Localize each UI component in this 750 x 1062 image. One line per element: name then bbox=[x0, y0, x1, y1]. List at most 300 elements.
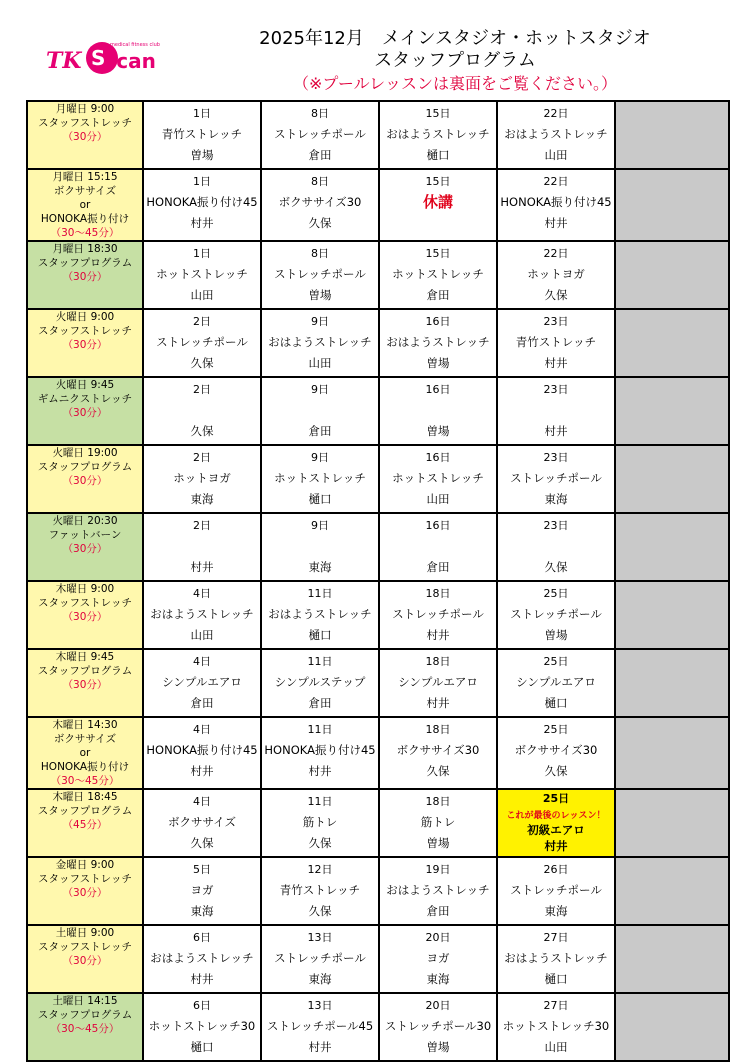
empty-gray-cell bbox=[615, 101, 729, 169]
lesson-program: ストレッチポール bbox=[510, 470, 602, 485]
schedule-row bbox=[27, 445, 729, 513]
lesson-instructor: 曽場 bbox=[190, 148, 214, 163]
lesson-date: 18日 bbox=[425, 654, 451, 668]
lesson-date: 11日 bbox=[307, 794, 333, 808]
lesson-date: 22日 bbox=[543, 246, 569, 260]
lesson-instructor: 曽場 bbox=[426, 356, 450, 371]
day-label-cell bbox=[27, 241, 143, 309]
lesson-instructor: 曽場 bbox=[426, 1040, 450, 1055]
lesson-cell bbox=[143, 649, 261, 717]
lesson-date: 1日 bbox=[193, 106, 211, 120]
lesson-instructor: 東海 bbox=[544, 492, 568, 507]
lesson-cell bbox=[261, 377, 379, 445]
lesson-program: 筋トレ bbox=[420, 814, 456, 829]
duration-label: （30分） bbox=[62, 955, 108, 967]
lesson-note: これが最後のレッスン！ bbox=[506, 810, 606, 821]
duration-label: （30～45分） bbox=[50, 1023, 120, 1035]
lesson-program: おはようストレッチ bbox=[150, 950, 254, 965]
lesson-instructor: 曽場 bbox=[426, 424, 450, 439]
lesson-date: 8日 bbox=[311, 106, 329, 120]
empty-gray-cell bbox=[615, 717, 729, 789]
lesson-date: 18日 bbox=[425, 794, 451, 808]
lesson-program: ストレッチポール30 bbox=[384, 1018, 492, 1033]
lesson-program: 筋トレ bbox=[302, 814, 338, 829]
page-title: 2025年12月 メインスタジオ・ホットスタジオ bbox=[259, 28, 651, 49]
lesson-instructor: 樋口 bbox=[308, 492, 332, 507]
lesson-date: 20日 bbox=[425, 998, 451, 1012]
day-label-cell bbox=[27, 445, 143, 513]
lesson-date: 27日 bbox=[543, 998, 569, 1012]
lesson-date: 6日 bbox=[193, 930, 211, 944]
day-label-cell bbox=[27, 993, 143, 1061]
lesson-program bbox=[380, 535, 496, 556]
lesson-date: 23日 bbox=[543, 314, 569, 328]
duration-label: （45分） bbox=[62, 819, 108, 831]
lesson-date: 19日 bbox=[425, 862, 451, 876]
lesson-instructor: 村井 bbox=[544, 839, 568, 853]
lesson-instructor: 倉田 bbox=[308, 424, 332, 439]
duration-label: （30分） bbox=[62, 475, 108, 487]
schedule-row bbox=[27, 241, 729, 309]
lesson-program bbox=[262, 535, 378, 556]
lesson-date: 16日 bbox=[425, 382, 451, 396]
lesson-cell bbox=[497, 241, 615, 309]
lesson-date: 20日 bbox=[425, 930, 451, 944]
lesson-cell bbox=[261, 169, 379, 241]
empty-gray-cell bbox=[615, 925, 729, 993]
lesson-instructor: 倉田 bbox=[426, 904, 450, 919]
lesson-program: シンプルエアロ bbox=[162, 674, 242, 689]
lesson-date: 18日 bbox=[425, 722, 451, 736]
lesson-program: シンプルステップ bbox=[274, 674, 366, 689]
lesson-date: 4日 bbox=[193, 654, 211, 668]
duration-label: （30分） bbox=[62, 543, 108, 555]
svg-text:TK: TK bbox=[46, 48, 82, 74]
lesson-cell bbox=[379, 717, 497, 789]
day-label-line: 火曜日 19:00 bbox=[52, 447, 118, 459]
lesson-instructor: 村井 bbox=[544, 356, 568, 371]
lesson-instructor: 村井 bbox=[190, 972, 214, 987]
lesson-date: 25日 bbox=[543, 722, 569, 736]
lesson-date: 23日 bbox=[543, 450, 569, 464]
page-subtitle: スタッフプログラム bbox=[374, 50, 536, 71]
lesson-program: ストレッチポール bbox=[274, 266, 366, 281]
lesson-cell bbox=[143, 101, 261, 169]
lesson-date: 26日 bbox=[543, 862, 569, 876]
lesson-cell bbox=[143, 169, 261, 241]
lesson-cell bbox=[379, 581, 497, 649]
lesson-program: ヨガ bbox=[426, 950, 450, 965]
lesson-date: 18日 bbox=[425, 586, 451, 600]
lesson-instructor: 樋口 bbox=[426, 148, 450, 163]
lesson-program: シンプルエアロ bbox=[516, 674, 596, 689]
lesson-cell bbox=[497, 649, 615, 717]
lesson-instructor: 東海 bbox=[426, 972, 450, 987]
lesson-cell bbox=[261, 101, 379, 169]
lesson-program: ボクササイズ bbox=[167, 814, 237, 829]
day-label-line: 土曜日 9:00 bbox=[55, 927, 115, 939]
day-label-line: ギムニクストレッチ bbox=[37, 393, 133, 405]
svg-text:-can: -can bbox=[108, 49, 156, 73]
lesson-instructor: 村井 bbox=[544, 424, 568, 439]
lesson-cell bbox=[261, 925, 379, 993]
day-label-cell bbox=[27, 925, 143, 993]
lesson-program bbox=[380, 399, 496, 420]
lesson-date: 11日 bbox=[307, 722, 333, 736]
lesson-instructor: 村井 bbox=[308, 764, 332, 779]
lesson-instructor: 東海 bbox=[308, 972, 332, 987]
schedule-row bbox=[27, 169, 729, 241]
schedule-row bbox=[27, 717, 729, 789]
lesson-instructor: 久保 bbox=[190, 836, 214, 851]
lesson-date: 25日 bbox=[543, 654, 569, 668]
lesson-date: 11日 bbox=[307, 654, 333, 668]
lesson-program: 青竹ストレッチ bbox=[515, 334, 597, 349]
lesson-instructor: 樋口 bbox=[544, 696, 568, 711]
day-label-line: 木曜日 9:00 bbox=[55, 583, 115, 595]
empty-gray-cell bbox=[615, 649, 729, 717]
lesson-program: ホットストレッチ bbox=[156, 266, 248, 281]
day-label-line: スタッフプログラム bbox=[37, 461, 133, 473]
lesson-date: 25日 bbox=[543, 586, 569, 600]
lesson-cell bbox=[379, 241, 497, 309]
lesson-program: ホットストレッチ30 bbox=[502, 1018, 610, 1033]
lesson-date: 9日 bbox=[311, 314, 329, 328]
day-label-line: 火曜日 9:00 bbox=[55, 311, 115, 323]
lesson-date: 2日 bbox=[193, 518, 211, 532]
lesson-date: 2日 bbox=[193, 450, 211, 464]
lesson-instructor: 村井 bbox=[190, 560, 214, 575]
duration-label: （30～45分） bbox=[50, 775, 120, 787]
duration-label: （30分） bbox=[62, 887, 108, 899]
lesson-program: HONOKA振り付け45 bbox=[264, 742, 376, 757]
lesson-program: ストレッチポール bbox=[392, 606, 484, 621]
empty-gray-cell bbox=[615, 513, 729, 581]
lesson-program: ストレッチポール45 bbox=[266, 1018, 374, 1033]
lesson-instructor: 樋口 bbox=[190, 1040, 214, 1055]
lesson-date: 1日 bbox=[193, 246, 211, 260]
lesson-program: ストレッチポール bbox=[510, 606, 602, 621]
duration-label: （30分） bbox=[62, 271, 108, 283]
lesson-instructor: 樋口 bbox=[308, 628, 332, 643]
lesson-program: おはようストレッチ bbox=[386, 126, 490, 141]
lesson-instructor: 山田 bbox=[544, 148, 568, 163]
lesson-instructor: 山田 bbox=[190, 628, 214, 643]
day-label-line: 月曜日 9:00 bbox=[55, 103, 115, 115]
lesson-cell bbox=[143, 717, 261, 789]
lesson-cell bbox=[497, 857, 615, 925]
lesson-cell bbox=[143, 857, 261, 925]
lesson-program bbox=[144, 535, 260, 556]
lesson-date: 15日 bbox=[425, 246, 451, 260]
lesson-instructor: 久保 bbox=[426, 764, 450, 779]
lesson-cell bbox=[379, 789, 497, 857]
lesson-date: 15日 bbox=[425, 174, 451, 188]
lesson-program: おはようストレッチ bbox=[386, 334, 490, 349]
lesson-program: おはようストレッチ bbox=[268, 334, 372, 349]
day-label-line: or bbox=[79, 747, 91, 759]
lesson-program: ホットストレッチ bbox=[392, 470, 484, 485]
day-label-line: スタッフプログラム bbox=[37, 805, 133, 817]
lesson-instructor: 倉田 bbox=[190, 696, 214, 711]
lesson-program bbox=[498, 535, 614, 556]
lesson-cell bbox=[379, 649, 497, 717]
lesson-instructor: 曽場 bbox=[308, 288, 332, 303]
lesson-program: おはようストレッチ bbox=[150, 606, 254, 621]
lesson-date: 11日 bbox=[307, 586, 333, 600]
lesson-date: 16日 bbox=[425, 314, 451, 328]
lesson-cell bbox=[497, 445, 615, 513]
lesson-cell bbox=[261, 717, 379, 789]
lesson-program: ストレッチポール bbox=[510, 882, 602, 897]
lesson-cell bbox=[143, 377, 261, 445]
duration-label: （30分） bbox=[62, 679, 108, 691]
lesson-cell bbox=[261, 445, 379, 513]
lesson-instructor: 久保 bbox=[308, 216, 332, 231]
day-label-line: スタッフストレッチ bbox=[38, 873, 132, 885]
day-label-cell bbox=[27, 717, 143, 789]
lesson-program: HONOKA振り付け45 bbox=[146, 742, 258, 757]
lesson-cell bbox=[379, 377, 497, 445]
schedule-row bbox=[27, 649, 729, 717]
lesson-instructor: 村井 bbox=[544, 216, 568, 231]
lesson-date: 9日 bbox=[311, 450, 329, 464]
lesson-instructor: 久保 bbox=[308, 904, 332, 919]
pool-note: （※プールレッスンは裏面をご覧ください。） bbox=[292, 74, 618, 93]
lesson-program: 初級エアロ bbox=[527, 823, 585, 837]
day-label-line: スタッフストレッチ bbox=[38, 597, 132, 609]
lesson-date: 5日 bbox=[193, 862, 211, 876]
lesson-program: おはようストレッチ bbox=[386, 882, 490, 897]
day-label-line: HONOKA振り付け bbox=[40, 213, 130, 225]
lesson-date: 2日 bbox=[193, 314, 211, 328]
lesson-cell bbox=[497, 717, 615, 789]
day-label-line: 月曜日 18:30 bbox=[52, 243, 118, 255]
lesson-cell bbox=[497, 513, 615, 581]
lesson-cell bbox=[497, 377, 615, 445]
schedule-row bbox=[27, 925, 729, 993]
day-label-line: 火曜日 9:45 bbox=[55, 379, 115, 391]
lesson-instructor: 倉田 bbox=[426, 560, 450, 575]
duration-label: （30～45分） bbox=[50, 227, 120, 239]
schedule-row bbox=[27, 309, 729, 377]
lesson-cell bbox=[497, 581, 615, 649]
lesson-program: ホットヨガ bbox=[527, 266, 585, 281]
lesson-cell bbox=[497, 169, 615, 241]
lesson-program: HONOKA振り付け45 bbox=[146, 194, 258, 209]
lesson-cell bbox=[379, 993, 497, 1061]
lesson-program: ボクササイズ30 bbox=[514, 742, 598, 757]
lesson-date: 15日 bbox=[425, 106, 451, 120]
lesson-date: 2日 bbox=[193, 382, 211, 396]
lesson-cell bbox=[261, 581, 379, 649]
schedule-row bbox=[27, 857, 729, 925]
schedule-row bbox=[27, 789, 729, 857]
day-label-line: 木曜日 14:30 bbox=[52, 719, 118, 731]
empty-gray-cell bbox=[615, 993, 729, 1061]
lesson-program: おはようストレッチ bbox=[504, 950, 608, 965]
duration-label: （30分） bbox=[62, 339, 108, 351]
lesson-cell bbox=[379, 445, 497, 513]
lesson-program: ストレッチポール bbox=[156, 334, 248, 349]
duration-label: （30分） bbox=[62, 611, 108, 623]
lesson-instructor: 久保 bbox=[190, 356, 214, 371]
schedule-table bbox=[26, 100, 730, 1062]
day-label-cell bbox=[27, 789, 143, 857]
lesson-cell bbox=[143, 513, 261, 581]
lesson-instructor: 倉田 bbox=[308, 148, 332, 163]
lesson-program bbox=[262, 399, 378, 420]
lesson-cell bbox=[497, 993, 615, 1061]
lesson-cell bbox=[497, 925, 615, 993]
lesson-date: 22日 bbox=[543, 106, 569, 120]
day-label-line: 木曜日 9:45 bbox=[55, 651, 115, 663]
lesson-cell bbox=[143, 581, 261, 649]
lesson-date: 23日 bbox=[543, 382, 569, 396]
empty-gray-cell bbox=[615, 789, 729, 857]
lesson-instructor: 久保 bbox=[308, 836, 332, 851]
lesson-date: 13日 bbox=[307, 998, 333, 1012]
day-label-line: 月曜日 15:15 bbox=[52, 171, 118, 183]
lesson-program: HONOKA振り付け45 bbox=[500, 194, 612, 209]
cancelled-label: 休講 bbox=[422, 193, 453, 212]
day-label-line: HONOKA振り付け bbox=[40, 761, 130, 773]
lesson-date: 9日 bbox=[311, 518, 329, 532]
lesson-instructor: 村井 bbox=[426, 696, 450, 711]
day-label-line: スタッフストレッチ bbox=[38, 325, 132, 337]
lesson-program: ストレッチポール bbox=[274, 126, 366, 141]
lesson-cell bbox=[261, 241, 379, 309]
day-label-cell bbox=[27, 649, 143, 717]
day-label-cell bbox=[27, 377, 143, 445]
lesson-instructor: 倉田 bbox=[308, 696, 332, 711]
empty-gray-cell bbox=[615, 241, 729, 309]
lesson-cell bbox=[497, 101, 615, 169]
lesson-cell bbox=[497, 309, 615, 377]
day-label-line: 火曜日 20:30 bbox=[52, 515, 118, 527]
lesson-program: 青竹ストレッチ bbox=[279, 882, 361, 897]
lesson-cell bbox=[379, 513, 497, 581]
day-label-line: ボクササイズ bbox=[53, 185, 117, 197]
lesson-date: 8日 bbox=[311, 174, 329, 188]
lesson-program: シンプルエアロ bbox=[398, 674, 478, 689]
lesson-instructor: 東海 bbox=[544, 904, 568, 919]
empty-gray-cell bbox=[615, 857, 729, 925]
lesson-program: ヨガ bbox=[190, 882, 214, 897]
lesson-instructor: 久保 bbox=[544, 560, 568, 575]
empty-gray-cell bbox=[615, 581, 729, 649]
day-label-line: 土曜日 14:15 bbox=[52, 995, 118, 1007]
lesson-cell bbox=[143, 445, 261, 513]
empty-gray-cell bbox=[615, 309, 729, 377]
day-label-line: スタッフプログラム bbox=[37, 1009, 133, 1021]
lesson-date: 22日 bbox=[543, 174, 569, 188]
lesson-program bbox=[144, 399, 260, 420]
lesson-cell bbox=[497, 789, 615, 857]
lesson-instructor: 山田 bbox=[190, 288, 214, 303]
lesson-date: 1日 bbox=[193, 174, 211, 188]
lesson-instructor: 樋口 bbox=[544, 972, 568, 987]
lesson-program: おはようストレッチ bbox=[268, 606, 372, 621]
lesson-date: 4日 bbox=[193, 794, 211, 808]
lesson-date: 4日 bbox=[193, 586, 211, 600]
day-label-line: スタッフストレッチ bbox=[38, 941, 132, 953]
lesson-program: ホットヨガ bbox=[173, 470, 231, 485]
lesson-program: 青竹ストレッチ bbox=[161, 126, 243, 141]
svg-text:medical fitness club: medical fitness club bbox=[110, 42, 160, 48]
lesson-instructor: 曽場 bbox=[544, 628, 568, 643]
lesson-cell bbox=[379, 857, 497, 925]
lesson-cell bbox=[379, 925, 497, 993]
day-label-cell bbox=[27, 581, 143, 649]
lesson-date: 23日 bbox=[543, 518, 569, 532]
day-label-line: スタッフストレッチ bbox=[38, 117, 132, 129]
lesson-instructor: 山田 bbox=[426, 492, 450, 507]
lesson-program: ストレッチポール bbox=[274, 950, 366, 965]
lesson-cell bbox=[261, 857, 379, 925]
lesson-cell bbox=[379, 101, 497, 169]
lesson-instructor: 村井 bbox=[308, 1040, 332, 1055]
lesson-instructor: 村井 bbox=[190, 216, 214, 231]
day-label-line: or bbox=[79, 199, 91, 211]
lesson-cell bbox=[261, 649, 379, 717]
day-label-line: スタッフプログラム bbox=[37, 257, 133, 269]
lesson-instructor: 曽場 bbox=[426, 836, 450, 851]
schedule-row bbox=[27, 377, 729, 445]
lesson-instructor: 山田 bbox=[308, 356, 332, 371]
day-label-line: スタッフプログラム bbox=[37, 665, 133, 677]
lesson-date: 16日 bbox=[425, 450, 451, 464]
lesson-date: 13日 bbox=[307, 930, 333, 944]
lesson-date: 27日 bbox=[543, 930, 569, 944]
lesson-date: 9日 bbox=[311, 382, 329, 396]
empty-gray-cell bbox=[615, 169, 729, 241]
empty-gray-cell bbox=[615, 445, 729, 513]
lesson-program bbox=[498, 399, 614, 420]
lesson-program: ホットストレッチ bbox=[392, 266, 484, 281]
lesson-date: 8日 bbox=[311, 246, 329, 260]
day-label-line: 木曜日 18:45 bbox=[52, 791, 118, 803]
svg-text:S: S bbox=[91, 46, 106, 70]
lesson-cell bbox=[143, 241, 261, 309]
lesson-cell bbox=[261, 513, 379, 581]
duration-label: （30分） bbox=[62, 407, 108, 419]
day-label-cell bbox=[27, 101, 143, 169]
lesson-program: ホットストレッチ30 bbox=[148, 1018, 256, 1033]
schedule-row bbox=[27, 101, 729, 169]
lesson-date: 4日 bbox=[193, 722, 211, 736]
lesson-instructor: 東海 bbox=[308, 560, 332, 575]
lesson-cell bbox=[143, 309, 261, 377]
lesson-program: ボクササイズ30 bbox=[396, 742, 480, 757]
lesson-date: 16日 bbox=[425, 518, 451, 532]
lesson-instructor: 東海 bbox=[190, 904, 214, 919]
lesson-program: ホットストレッチ bbox=[274, 470, 366, 485]
page-header bbox=[26, 20, 724, 100]
lesson-cell bbox=[261, 993, 379, 1061]
lesson-instructor: 久保 bbox=[190, 424, 214, 439]
lesson-instructor: 山田 bbox=[544, 1040, 568, 1055]
lesson-date: 12日 bbox=[307, 862, 333, 876]
lesson-instructor: 倉田 bbox=[426, 288, 450, 303]
day-label-cell bbox=[27, 513, 143, 581]
lesson-cell bbox=[143, 789, 261, 857]
lesson-cell bbox=[379, 309, 497, 377]
day-label-cell bbox=[27, 169, 143, 241]
lesson-program: おはようストレッチ bbox=[504, 126, 608, 141]
lesson-program: ボクササイズ30 bbox=[278, 194, 362, 209]
schedule-row bbox=[27, 993, 729, 1061]
